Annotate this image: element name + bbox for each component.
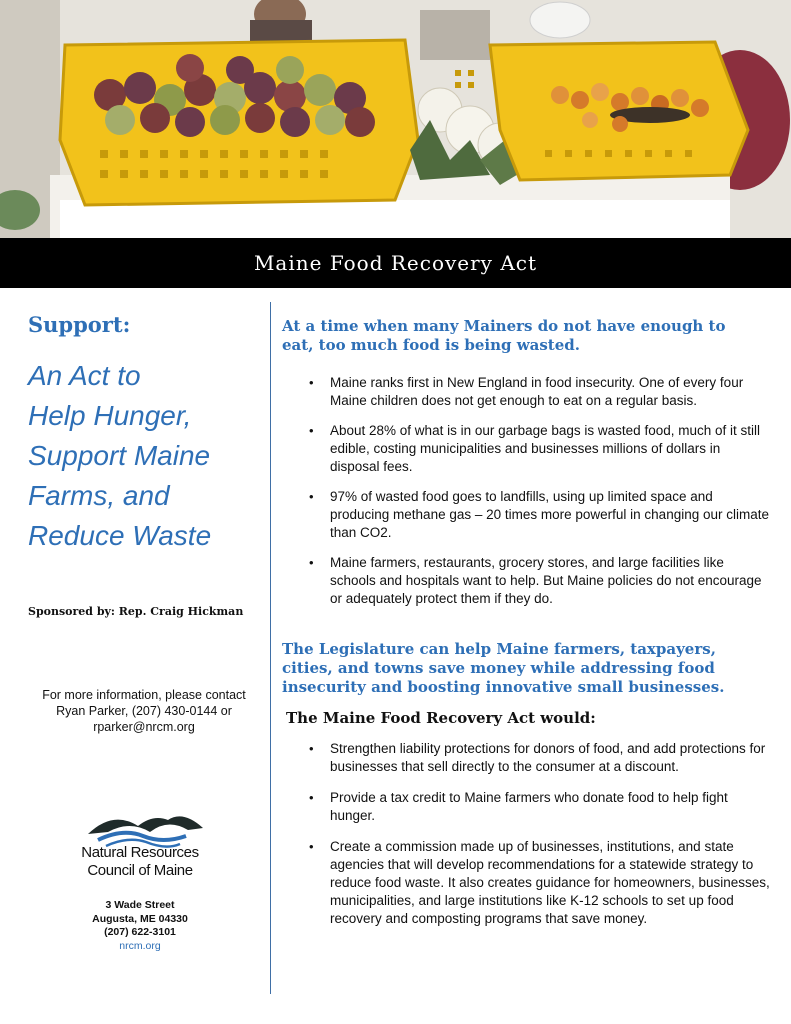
list-item: • Strengthen liability protections for donors of food, and add protections for businesses that sell directly to the consumer at a discount. xyxy=(282,740,770,776)
contact-line: Ryan Parker, (207) 430-0144 or xyxy=(56,704,232,718)
address-line: 3 Wade Street xyxy=(105,899,175,911)
column-divider xyxy=(270,302,271,994)
org-name xyxy=(40,844,240,880)
hero-photo xyxy=(0,0,791,238)
act-title-line: An Act to xyxy=(28,360,141,391)
contact-info xyxy=(28,687,260,735)
page-title: Maine Food Recovery Act xyxy=(253,251,538,275)
provisions-list xyxy=(282,740,770,941)
address-line: Augusta, ME 04330 xyxy=(92,912,188,925)
org-address xyxy=(40,899,240,953)
act-title-line: Reduce Waste xyxy=(28,520,212,551)
list-item: • Maine ranks first in New England in food insecurity. One of every four Maine children does not get enough to eat on a regular basis. xyxy=(282,374,770,410)
address-line: (207) 622-3101 xyxy=(104,926,176,938)
website-link[interactable]: nrcm.org xyxy=(119,939,161,952)
produce-baskets-image xyxy=(0,0,791,238)
act-title-line: Support Maine xyxy=(28,440,211,471)
contact-line: For more information, please contact xyxy=(42,688,246,702)
headline-food-waste: At a time when many Mainers do not have enough to eat, too much food is being wasted. xyxy=(282,317,726,354)
org-name-line: Council of Maine xyxy=(87,862,193,879)
sponsor-line: Sponsored by: Rep. Craig Hickman xyxy=(28,605,244,618)
contact-email-link[interactable]: rparker@nrcm.org xyxy=(93,720,195,734)
list-item: • Create a commission made up of businesses, institutions, and state agencies that will develop recommendations for a statewide strategy to reduce food waste. It also creates guidance for homeowners, businesses, municipalities, and large institutions like K-12 schools to set up food recovery and composting programs that save money. xyxy=(282,838,770,928)
org-name-line: Natural Resources xyxy=(81,844,199,861)
list-item: • 97% of wasted food goes to landfills, using up limited space and producing methane gas – 20 times more powerful in changing our climate than CO2. xyxy=(282,488,770,542)
facts-list xyxy=(282,374,770,620)
list-item: • Maine farmers, restaurants, grocery stores, and large facilities like schools and hospitals want to help. But Maine policies do not encourage or adequately protect them if they do. xyxy=(282,554,770,608)
title-banner xyxy=(0,238,791,288)
act-provisions-heading: The Maine Food Recovery Act would: xyxy=(286,709,596,727)
act-title-line: Farms, and xyxy=(28,480,170,511)
list-item: • Provide a tax credit to Maine farmers who donate food to help fight hunger. xyxy=(282,789,770,825)
act-title-line: Help Hunger, xyxy=(28,400,192,431)
support-label: Support: xyxy=(28,312,131,337)
list-item: • About 28% of what is in our garbage bags is wasted food, much of it still edible, costing municipalities and businesses millions of dollars in disposal fees. xyxy=(282,422,770,476)
left-column xyxy=(0,288,270,1024)
act-title xyxy=(28,356,264,556)
headline-legislature: The Legislature can help Maine farmers, taxpayers, cities, and towns save money while addressing food insecurity and boosting innovative small businesses. xyxy=(282,640,725,696)
